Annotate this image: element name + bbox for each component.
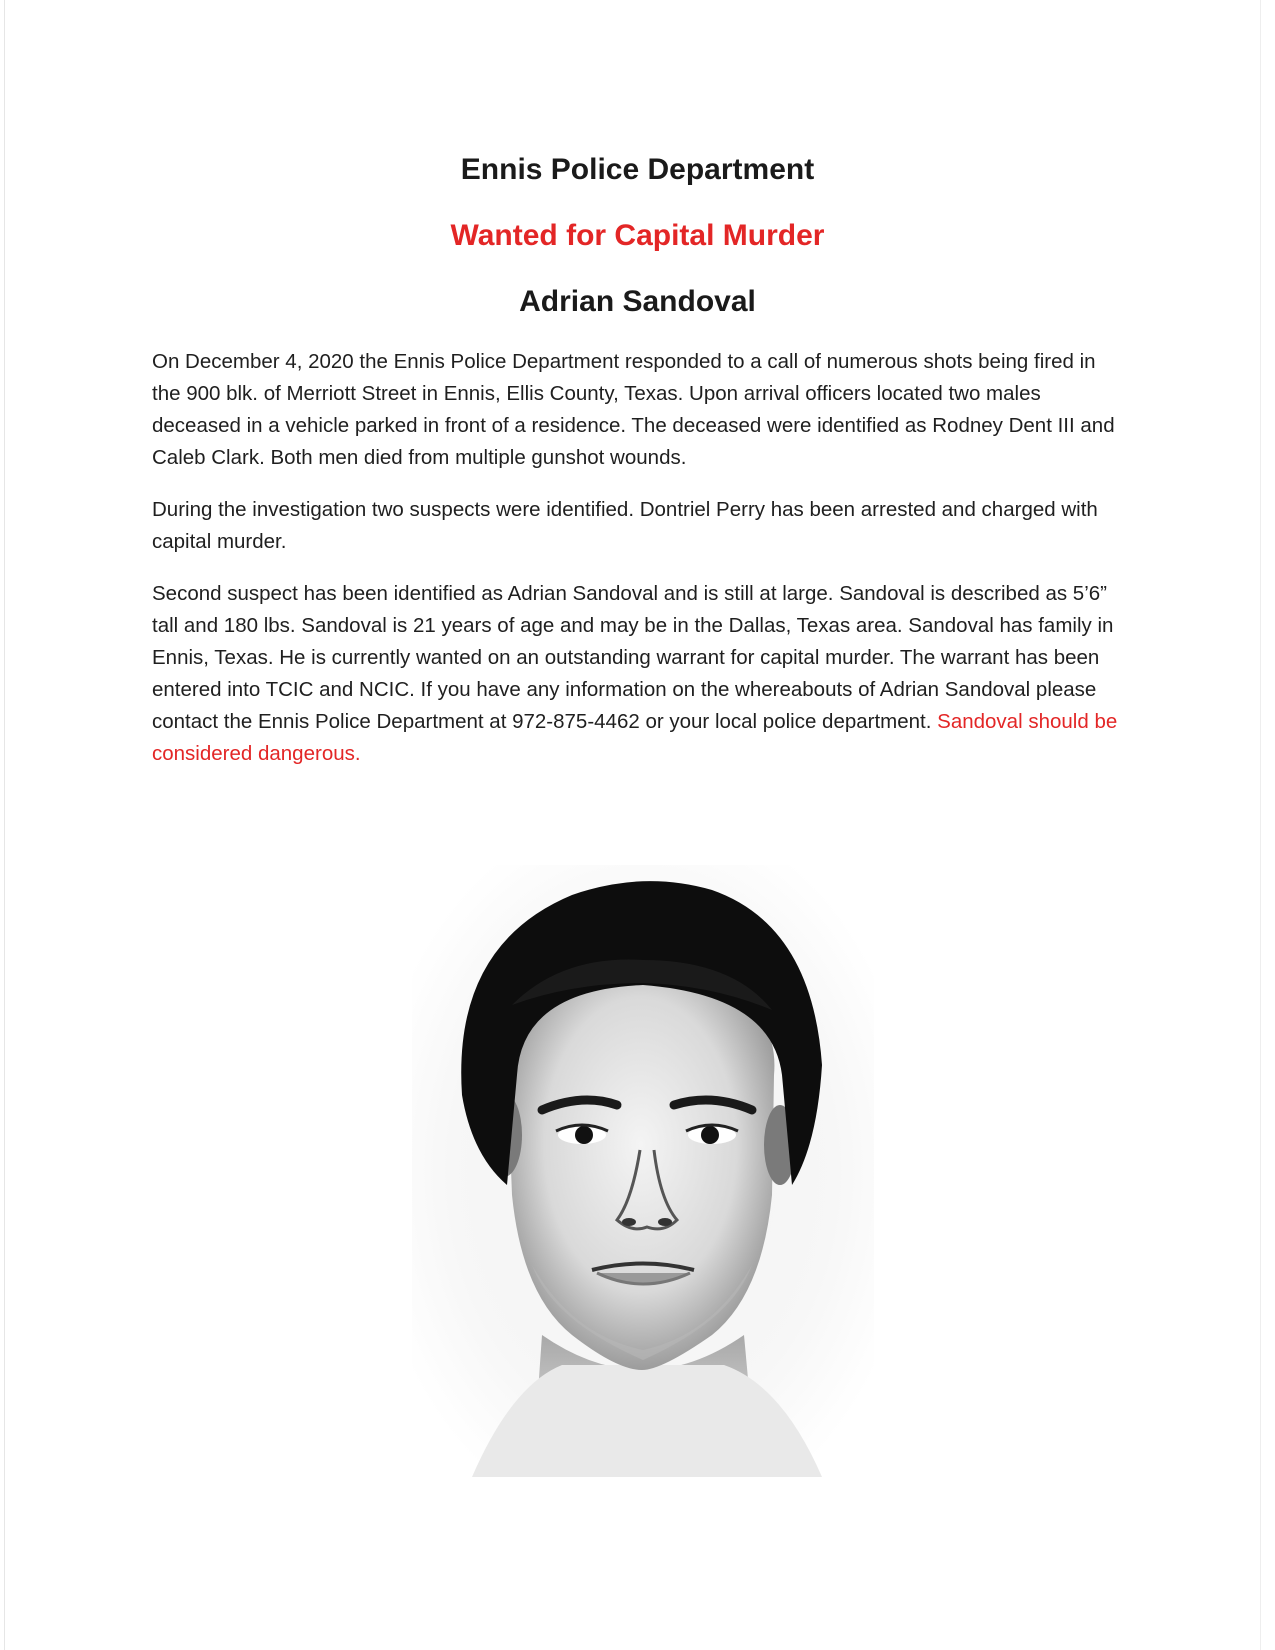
wanted-heading: Wanted for Capital Murder <box>450 219 825 252</box>
suspect-description-paragraph <box>152 578 1127 770</box>
suspect-description-text: Second suspect has been identified as Adrian Sandoval and is still at large. Sandoval is described as 5’6” tall and 180 lbs. Sandoval is 21 years of age and may be in the Dallas, Texas area. Sandoval has family in Ennis, Texas. He is currently wanted on an outstanding warrant for capital murder. The warrant has been entered into TCIC and NCIC. If you have any information on the whereabouts of Adrian Sandoval please contact the Ennis Police Department at 972-875-4462 or your local police department. <box>152 582 1114 733</box>
suspect-photo-icon <box>412 865 874 1477</box>
danger-warning: Sandoval should be considered dangerous. <box>152 710 1118 765</box>
department-title: Ennis Police Department <box>460 153 815 186</box>
suspect-photo <box>412 865 874 1477</box>
investigation-paragraph: During the investigation two suspects were identified. Dontriel Perry has been arrested and charged with capital murder. <box>152 498 1098 553</box>
suspect-name-heading: Adrian Sandoval <box>519 285 756 318</box>
incident-paragraph: On December 4, 2020 the Ennis Police Department responded to a call of numerous shots being fired in the 900 blk. of Merriott Street in Ennis, Ellis County, Texas. Upon arrival officers located two males deceased in a vehicle parked in front of a residence. The deceased were identified as Rodney Dent III and Caleb Clark. Both men died from multiple gunshot wounds. <box>152 350 1115 469</box>
